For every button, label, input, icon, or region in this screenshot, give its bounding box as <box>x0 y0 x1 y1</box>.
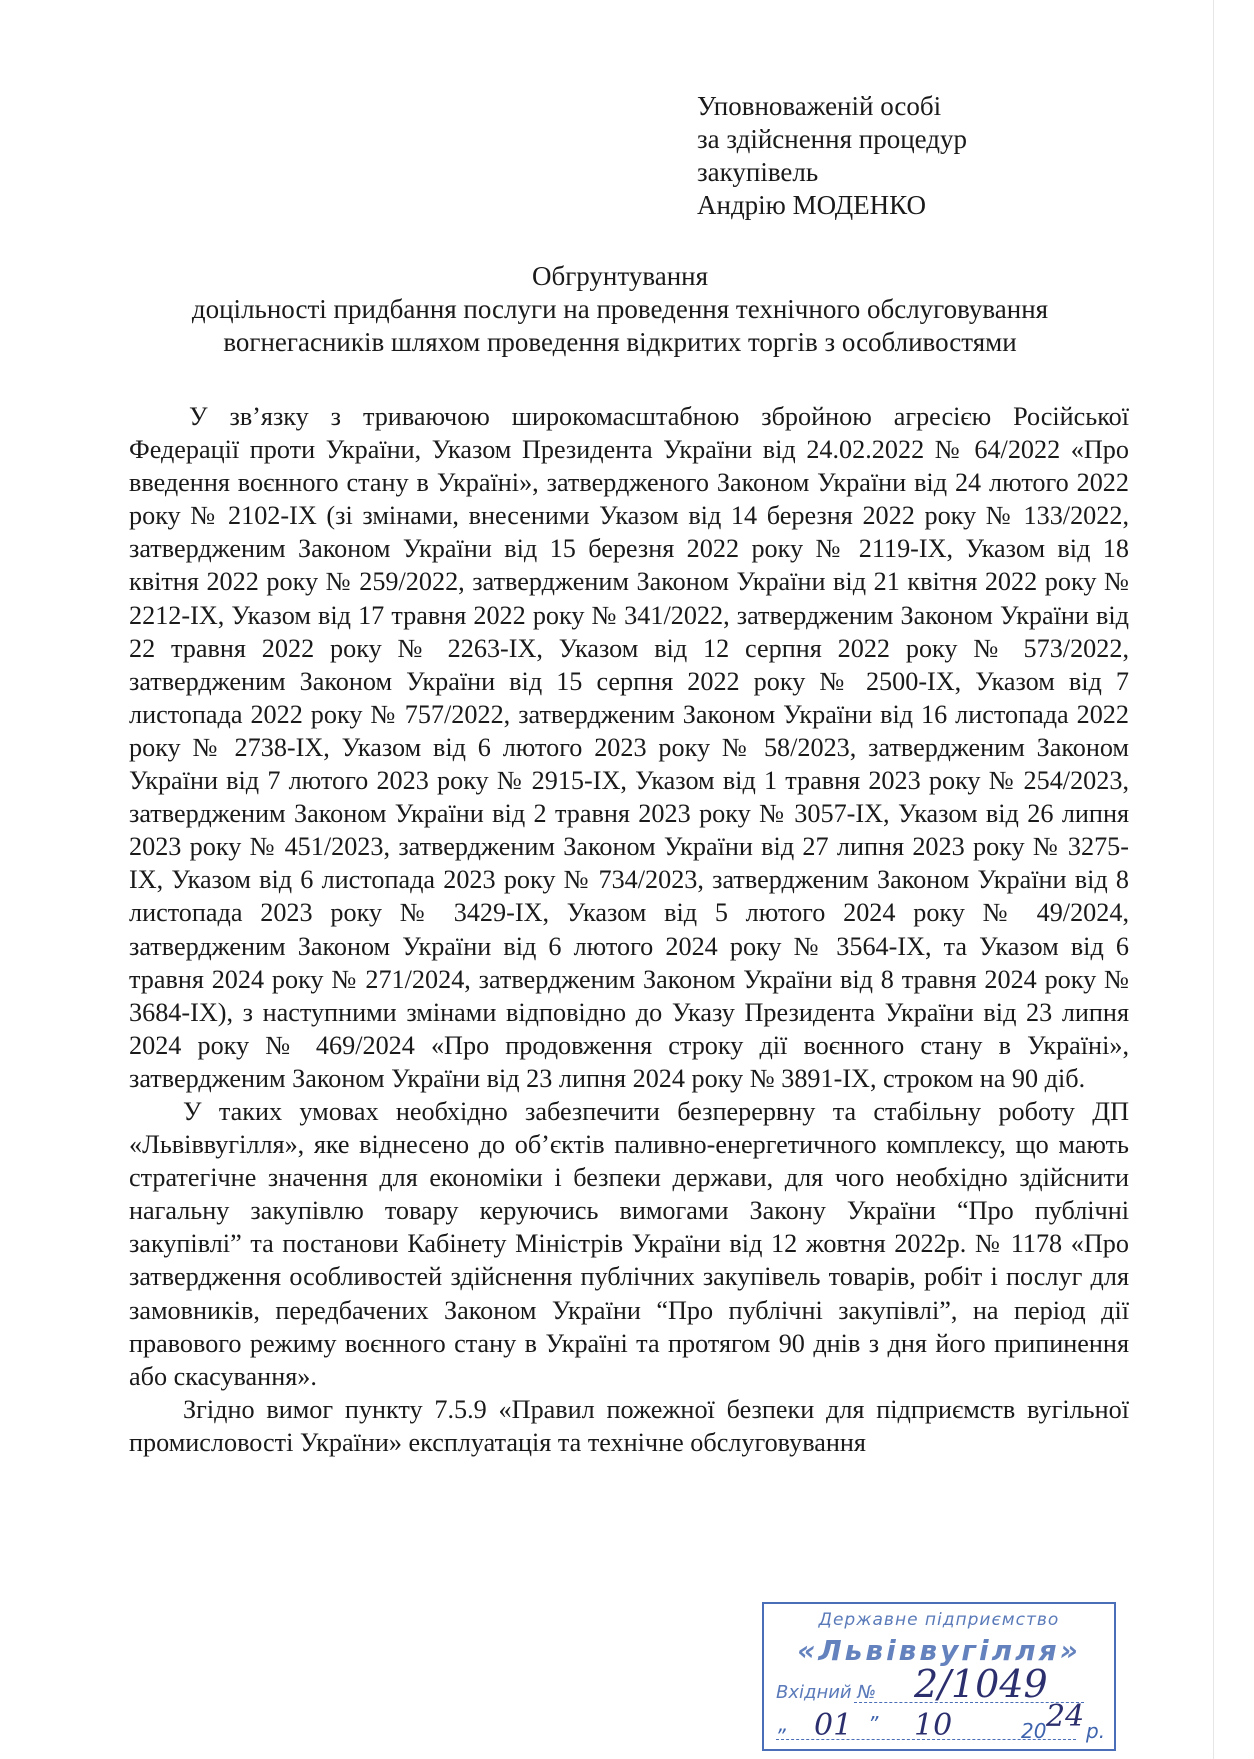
document-title <box>100 260 1140 359</box>
addressee-name: Андрію МОДЕНКО <box>697 190 927 220</box>
incoming-registration-stamp <box>762 1602 1116 1751</box>
scan-edge-line <box>1213 0 1214 1759</box>
stamp-quote-close: ” <box>868 1712 879 1736</box>
stamp-incoming-number: 2/1049 <box>914 1662 1048 1706</box>
title-line: вогнегасників шляхом проведення відкритих торгів з особливостями <box>223 327 1017 357</box>
addressee-line: закупівель <box>697 157 819 187</box>
stamp-year-suffix: 24 <box>1046 1699 1085 1734</box>
stamp-month: 10 <box>914 1708 953 1743</box>
addressee-line: Уповноваженій особі <box>697 91 942 121</box>
stamp-incoming-label: Вхідний № <box>776 1682 877 1703</box>
stamp-year-prefix: 20 <box>1021 1719 1047 1743</box>
stamp-day: 01 <box>814 1708 853 1743</box>
stamp-year-r: р. <box>1086 1719 1106 1743</box>
stamp-quote-open: „ <box>778 1712 789 1736</box>
stamp-date-underline <box>776 1739 1076 1740</box>
title-line: доцільності придбання послуги на проведення технічного обслуговування <box>191 294 1049 324</box>
body-paragraph: У зв’язку з триваючою широкомасштабною збройною агресією Російської Федерації проти України, Указом Президента України від 24.02.2022 № 64/2022 «Про введення воєнного стану в Україні», затвердженого Законом України від 24 лютого 2022 року № 2102-IX (зі змінами, внесеними Указом від 14 березня 2022 року № 133/2022, затвердженим Законом України від 15 березня 2022 року № 2119-IX, Указом від 18 квітня 2022 року № 259/2022, затвердженим Законом України від 21 квітня 2022 року № 2212-IX, Указом від 17 травня 2022 року № 341/2022, затвердженим Законом України від 22 травня 2022 року № 2263-IX, Указом від 12 серпня 2022 року № 573/2022, затвердженим Законом України від 15 серпня 2022 року № 2500-IX, Указом від 7 листопада 2022 року № 757/2022, затвердженим Законом України від 16 листопада 2022 року № 2738-IX, Указом від 6 лютого 2023 року № 58/2023, затвердженим Законом України від 7 лютого 2023 року № 2915-IX, Указом від 1 травня 2023 року № 254/2023, затвердженим Законом України від 2 травня 2023 року № 3057-IX, Указом від 26 липня 2023 року № 451/2023, затвердженим Законом України від 27 липня 2023 року № 3275-IX, Указом від 6 листопада 2023 року № 734/2023, затвердженим Законом України від 8 листопада 2023 року № 3429-IX, Указом від 5 лютого 2024 року № 49/2024, затвердженим Законом України від 6 лютого 2024 року № 3564-IX, та Указом від 6 травня 2024 року № 271/2024, затвердженим Законом України від 8 травня 2024 року № 3684-IX), з наступними змінами відповідно до Указу Президента України від 23 липня 2024 року № 469/2024 «Про продовження строку дії воєнного стану в Україні», затвердженим Законом України від 23 липня 2024 року № 3891-IX, строком на 90 діб. <box>129 402 1129 1093</box>
body-paragraph: У таких умовах необхідно забезпечити безперервну та стабільну роботу ДП «Львіввугілля», яке віднесено до об’єктів паливно-енергетичного комплексу, що мають стратегічне значення для економіки і безпеки держави, для чого необхідно здійснити нагальну закупівлю товару керуючись вимогами Закону України “Про публічні закупівлі” та постанови Кабінету Міністрів України від 12 жовтня 2022р. № 1178 «Про затвердження особливостей здійснення публічних закупівель товарів, робіт і послуг для замовників, передбачених Законом України “Про публічні закупівлі”, на період дії правового режиму воєнного стану в Україні та протягом 90 днів з дня його припинення або скасування». <box>129 1096 1129 1391</box>
document-body <box>129 400 1129 1459</box>
title-line: Обгрунтування <box>531 261 709 291</box>
stamp-org-type: Державне підприємство <box>818 1610 1060 1630</box>
body-paragraph: Згідно вимог пункту 7.5.9 «Правил пожежної безпеки для підприємств вугільної промисловості України» експлуатація та технічне обслуговування <box>129 1394 1129 1457</box>
addressee-line: за здійснення процедур <box>697 124 968 154</box>
addressee-block <box>697 90 1197 222</box>
stamp-org-name: «Львіввугілля» <box>797 1634 1081 1667</box>
